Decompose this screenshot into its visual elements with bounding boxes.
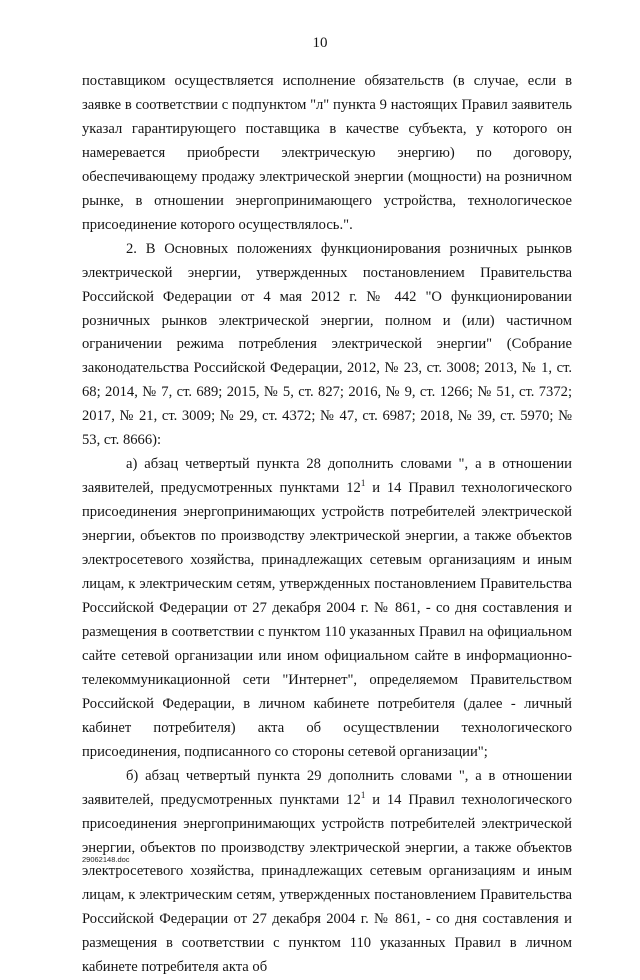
item-a-superscript: 1: [360, 478, 366, 489]
page-number: 10: [312, 35, 328, 51]
document-body: [82, 70, 572, 980]
paragraph-item-2: 2. В Основных положениях функционирования розничных рынков электрической энергии, утвержденных постановлением Правительства Российской Федерации от 4 мая 2012 г. № 442 "О функционировании розничных рынков электрической энергии, полном и (или) частичном ограничении режима потребления электрической энергии" (Собрание законодательства Российской Федерации, 2012, № 23, ст. 3008; 2013, № 1, ст. 68; 2014, № 7, ст. 689; 2015, № 5, ст. 827; 2016, № 9, ст. 1266; № 51, ст. 7372; 2017, № 21, ст. 3009; № 29, ст. 4372; № 47, ст. 6987; 2018, № 39, ст. 5970; № 53, ст. 8666):: [82, 240, 572, 449]
paragraph-continuation: поставщиком осуществляется исполнение обязательств (в случае, если в заявке в соответствии с подпунктом "л" пункта 9 настоящих Правил заявитель указал гарантирующего поставщика в качестве субъекта, у которого он намеревается приобрести электрическую энергию) по договору, обеспечивающему продажу электрической энергии (мощности) на розничном рынке, в отношении энергопринимающего устройства, технологическое присоединение которого осуществлялось.".: [82, 73, 572, 233]
paragraph-item-b: [82, 765, 572, 980]
item-b-superscript: 1: [360, 789, 366, 800]
item-b-text-start: б) абзац четвертый пункта 29 дополнить словами ", а в отношении заявителей, предусмотренных пунктами 12: [82, 767, 572, 808]
item-a-text-end: и 14 Правил технологического присоединения энергопринимающих устройств потребителей электрической энергии, объектов по производству электрической энергии, а также объектов электросетевого хозяйства, принадлежащих сетевым организациям и иным лицам, к электрическим сетям, утвержденных постановлением Правительства Российской Федерации от 27 декабря 2004 г. № 861, - со дня составления и размещения в соответствии с пунктом 110 указанных Правил на официальном сайте сетевой организации или ином официальном сайте в информационно-телекоммуникационной сети "Интернет", определяемом Правительством Российской Федерации, в личном кабинете потребителя (далее - личный кабинет потребителя) акта об осуществлении технологического присоединения, подписанного со стороны сетевой организации";: [82, 480, 572, 760]
file-name-footer: 29062148.doc: [82, 855, 130, 864]
paragraph-item-a: [82, 453, 572, 764]
item-b-text-end: и 14 Правил технологического присоединения энергопринимающих устройств потребителей электрической энергии, объектов по производству электрической энергии, а также объектов электросетевого хозяйства, принадлежащих сетевым организациям и иным лицам, к электрическим сетям, утвержденных постановлением Правительства Российской Федерации от 27 декабря 2004 г. № 861, - со дня составления и размещения в соответствии с пунктом 110 указанных Правил в личном кабинете потребителя акта об: [82, 791, 572, 976]
item-a-text-start: а) абзац четвертый пункта 28 дополнить словами ", а в отношении заявителей, предусмотренных пунктами 12: [82, 456, 572, 497]
